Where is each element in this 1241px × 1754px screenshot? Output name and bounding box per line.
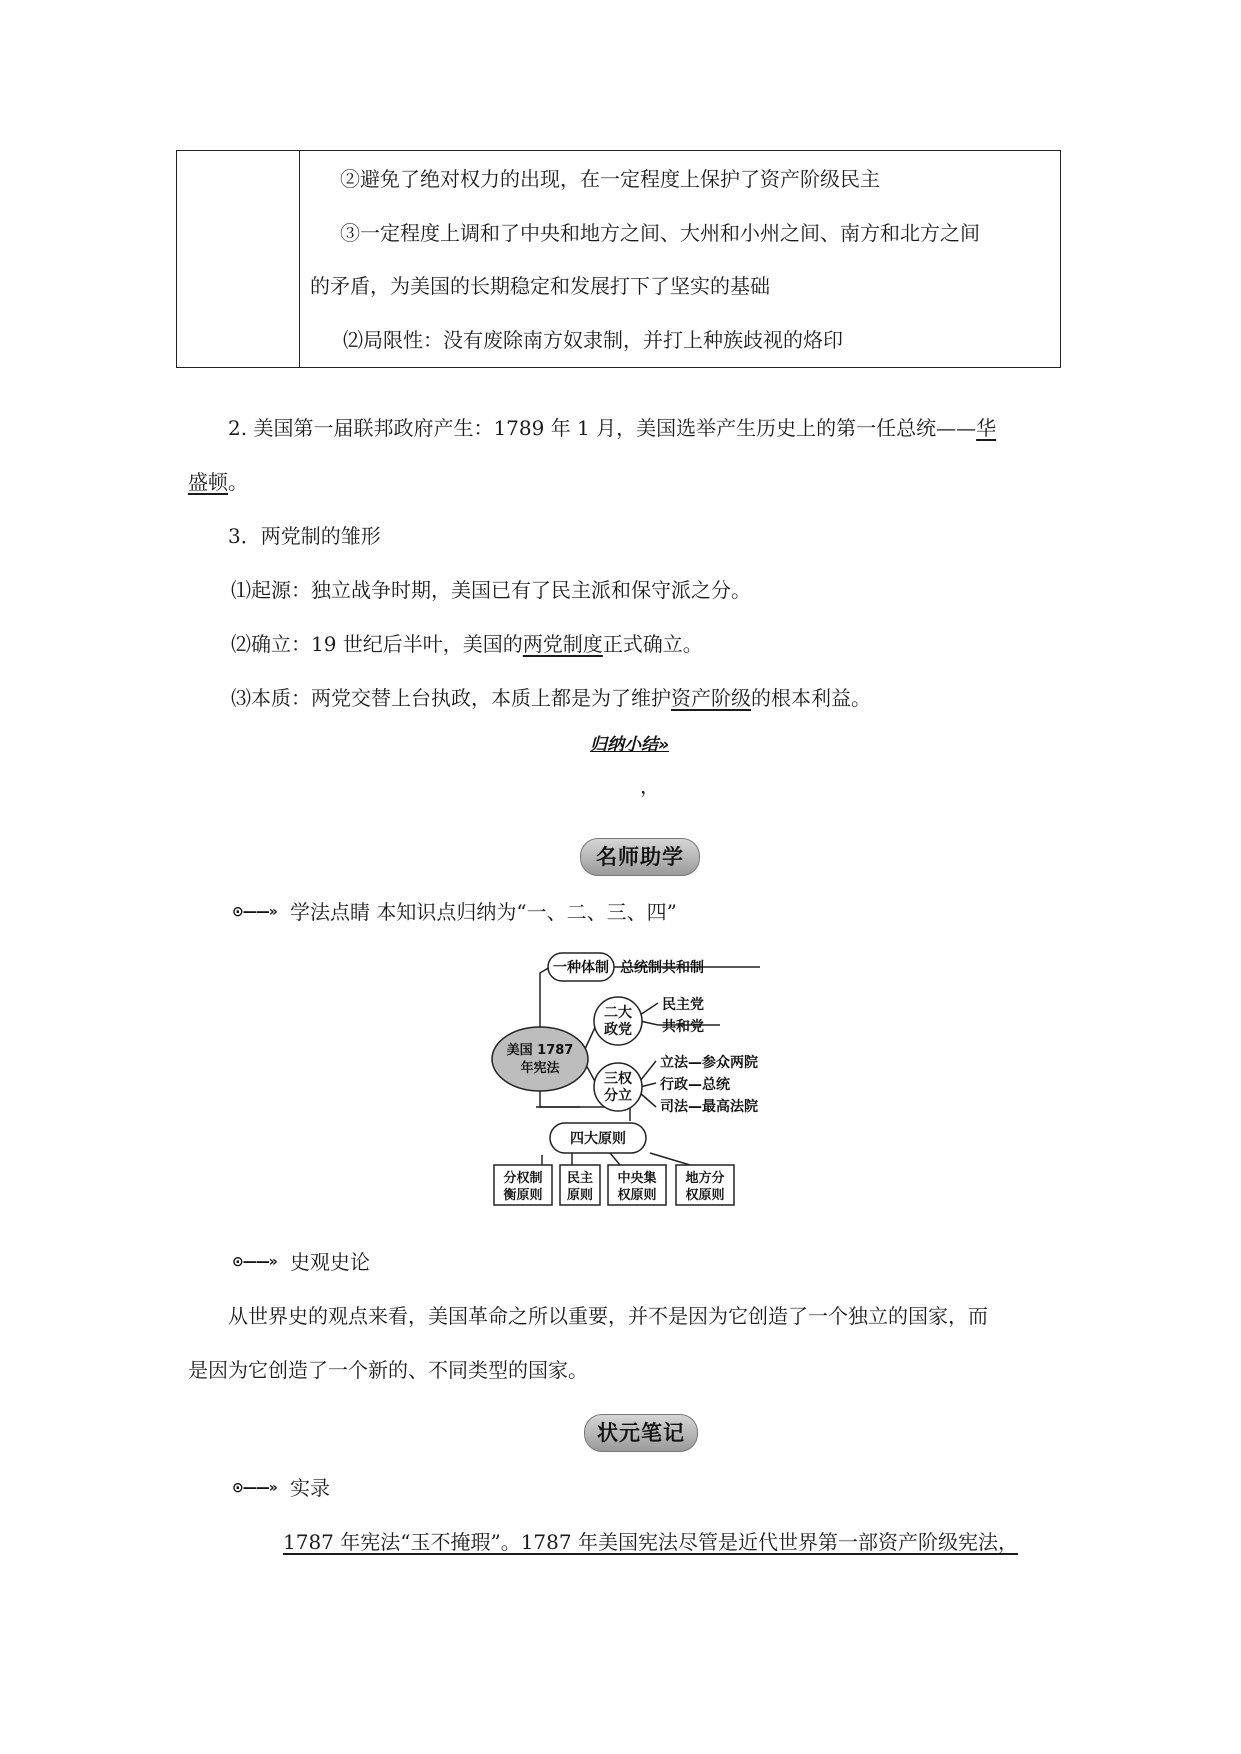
section-2-suffix: 。 (228, 470, 248, 494)
item-2-suffix: 正式确立。 (602, 632, 703, 656)
party-republican: 共和党 (662, 1019, 704, 1035)
section-2-answer-b: 盛顿 (188, 470, 228, 494)
item-2-answer: 两党制度 (522, 632, 603, 656)
section-3-item-2 (231, 630, 703, 658)
table-line-4: ⑵局限性：没有废除南方奴隶制，并打上种族歧视的烙印 (343, 328, 843, 352)
section-2-line-2 (188, 468, 248, 496)
principle-2-line-1: 民主 (566, 1171, 594, 1186)
table-line-1: ②避免了绝对权力的出现，在一定程度上保护了资产阶级民主 (340, 167, 880, 191)
one-system-value: 总统制共和制 (620, 960, 704, 976)
principle-3-line-2: 权原则 (617, 1188, 657, 1203)
section-3-heading: 3．两党制的雏形 (228, 524, 381, 548)
three-powers-label-1: 三权 (604, 1071, 632, 1087)
three-powers-label-2: 分立 (604, 1088, 632, 1104)
principle-4-line-2: 权原则 (685, 1188, 725, 1203)
power-judicial: 司法—最高法院 (660, 1099, 758, 1115)
item-2-text: ⑵确立：19 世纪后半叶，美国的 (231, 632, 523, 656)
power-executive: 行政—总统 (660, 1077, 730, 1093)
two-parties-label-1: 二大 (604, 1005, 632, 1021)
record-line: 1787 年宪法“玉不掩瑕”。1787 年美国宪法尽管是近代世界第一部资产阶级宪法， (283, 1530, 1018, 1554)
section-2-answer-a: 华 (976, 416, 997, 440)
center-label-2: 年宪法 (520, 1061, 560, 1076)
tip-method-text: 学法点睛 本知识点归纳为“一、二、三、四” (290, 900, 677, 924)
item-3-text: ⑶本质：两党交替上台执政，本质上都是为了维护 (231, 686, 671, 710)
principle-1-line-2: 衡原则 (503, 1188, 543, 1203)
constitution-diagram (490, 945, 790, 1225)
four-principles-label: 四大原则 (570, 1131, 626, 1147)
badge-teacher-help: 名师助学 (580, 838, 700, 876)
section-3-item-3 (231, 684, 871, 712)
bullet-arrow-icon: ⊙——» (232, 1254, 277, 1270)
summary-text: 归纳小结 (590, 735, 658, 755)
table-left-cell (177, 151, 300, 368)
section-2-line (228, 414, 996, 442)
principle-4-line-1: 地方分 (685, 1171, 725, 1186)
two-parties-label-2: 政党 (604, 1022, 632, 1038)
power-legislative: 立法—参众两院 (660, 1055, 758, 1071)
item-3-answer: 资产阶级 (671, 686, 751, 710)
summary-label (590, 730, 669, 755)
bullet-arrow-icon: ⊙——» (232, 904, 277, 920)
history-view-line-1: 从世界史的观点来看，美国革命之所以重要，并不是因为它创造了一个独立的国家，而 (228, 1304, 988, 1328)
table-line-2: ③一定程度上调和了中央和地方之间、大州和小州之间、南方和北方之间 (340, 221, 980, 245)
principle-1-line-1: 分权制 (503, 1171, 543, 1186)
party-democratic: 民主党 (662, 997, 704, 1013)
principle-2-line-2: 原则 (566, 1188, 594, 1203)
center-node (492, 1027, 588, 1091)
section-3-item-1: ⑴起源：独立战争时期，美国已有了民主派和保守派之分。 (231, 578, 751, 602)
bullet-arrow-icon: ⊙——» (232, 1480, 277, 1496)
badge-top-notes: 状元笔记 (584, 1414, 698, 1452)
double-chevron-icon: » (658, 735, 670, 755)
one-system-label: 一种体制 (553, 960, 609, 976)
item-3-suffix: 的根本利益。 (751, 686, 871, 710)
history-view-line-2: 是因为它创造了一个新的、不同类型的国家。 (188, 1358, 588, 1382)
table-line-3: 的矛盾，为美国的长期稳定和发展打下了坚实的基础 (310, 274, 770, 298)
principle-3-line-1: 中央集 (617, 1171, 657, 1186)
section-2-text: 2. 美国第一届联邦政府产生：1789 年 1 月，美国选举产生历史上的第一任总统—— (228, 416, 977, 440)
stray-comma: ， (640, 774, 660, 798)
center-label-1: 美国 1787 (506, 1043, 574, 1058)
tip-history-view: 史观史论 (290, 1250, 370, 1274)
tip-record: 实录 (290, 1476, 330, 1500)
